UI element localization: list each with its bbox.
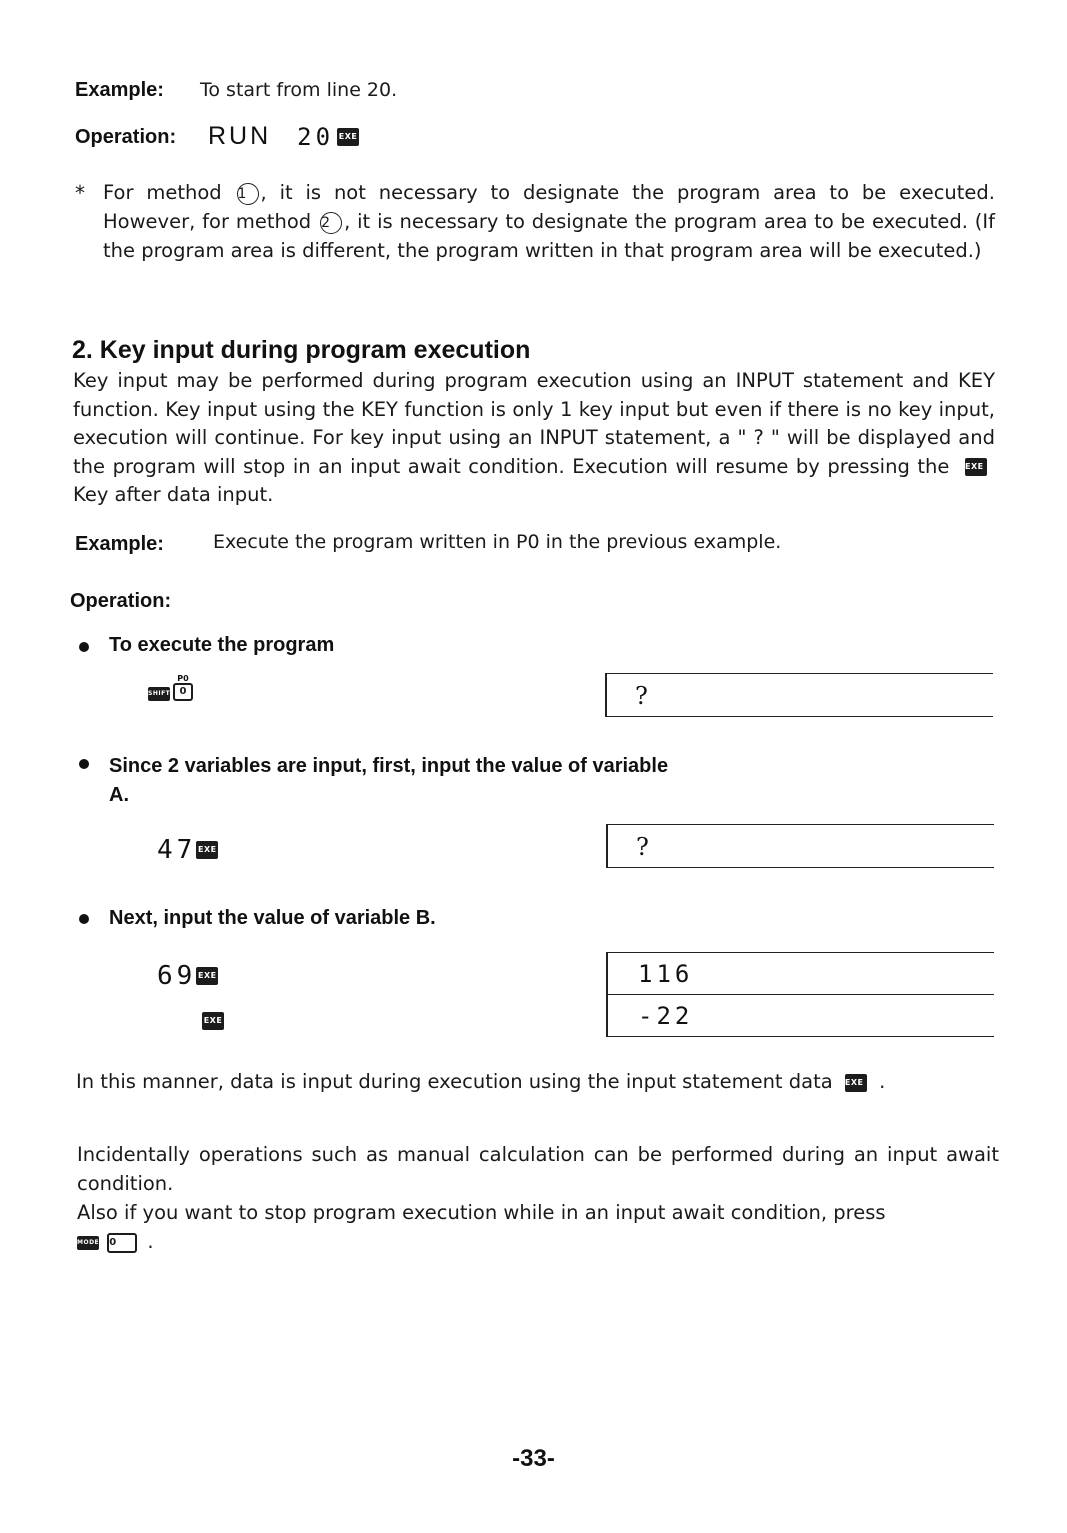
bullet-icon (79, 759, 89, 769)
step-keys (157, 835, 218, 865)
example-text: Execute the program written in P0 in the previous example. (213, 531, 782, 553)
closing-text: In this manner, data is input during execution using the input statement data (76, 1070, 833, 1093)
exe-key-icon: EXE (202, 1012, 224, 1030)
bullet-icon (79, 914, 89, 924)
closing-line (76, 1067, 996, 1096)
step-heading: Since 2 variables are input, first, input the value of variable A. (109, 755, 669, 806)
example-label: Example: (75, 533, 164, 555)
example-label: Example: (75, 79, 164, 101)
note-text-2: , it is not necessary to designate the program area to be executed. However, for method (103, 181, 995, 233)
operation-label: Operation: (70, 590, 172, 612)
display-text: ? (636, 833, 653, 861)
step-keys (157, 961, 218, 991)
zero-key-icon: 0 (107, 1233, 137, 1253)
display-text: -22 (638, 1002, 694, 1030)
exe-key-icon: EXE (196, 841, 218, 859)
bullet-icon (79, 642, 89, 652)
exe-key-icon: EXE (845, 1074, 867, 1092)
step-keys (148, 674, 193, 701)
example-text: To start from line 20. (200, 79, 398, 101)
note-text-3: , it is necessary to designate the program area to be executed. (If the program area is different, the program written in that program area will be executed.) (103, 210, 995, 262)
circled-one-icon: 1 (237, 183, 259, 205)
calculator-display (606, 995, 994, 1037)
section-title: 2. Key input during program execution (72, 336, 531, 364)
incidental-paragraph: Incidentally operations such as manual calculation can be performed during an input await condition. (77, 1143, 999, 1195)
step-heading: To execute the program (109, 634, 335, 656)
stop-text: Also if you want to stop program execution while in an input await condition, press (77, 1201, 886, 1224)
section-body-text-2: Key after data input. (73, 483, 274, 506)
shift-key-icon: SHIFT (148, 687, 170, 701)
note-text-1: For method (103, 181, 222, 204)
p0-key-label: P0 (177, 674, 189, 683)
stop-paragraph (77, 1198, 999, 1256)
display-text: ? (635, 682, 652, 710)
stop-end: . (147, 1230, 154, 1253)
closing-end: . (879, 1070, 886, 1093)
exe-key-icon: EXE (965, 458, 987, 476)
zero-key-icon: 0 (173, 683, 193, 701)
run-command: RUN (208, 122, 272, 150)
calculator-display (605, 673, 993, 717)
step-heading: Next, input the value of variable B. (109, 907, 436, 929)
page-number: -33- (512, 1445, 555, 1472)
mode-key-icon: MODE (77, 1236, 99, 1250)
note-paragraph (103, 178, 995, 265)
input-digits: 47 (157, 835, 197, 865)
line-number: 20 (297, 122, 335, 151)
operation-sequence (208, 122, 359, 151)
exe-key-icon: EXE (337, 128, 359, 146)
section-body (73, 367, 995, 510)
p0-key (173, 674, 193, 701)
input-digits: 69 (157, 961, 197, 991)
note-marker: * (75, 181, 85, 205)
circled-two-icon: 2 (320, 212, 342, 234)
display-text: 116 (638, 960, 694, 988)
section-body-text-1: Key input may be performed during program execution using an INPUT statement and KEY function. Key input using the KEY function is only 1 key input but even if there is no key input, execution will continue. For key input using an INPUT statement, a " ? " will be displayed and the program will stop in an input await condition. Execution will resume by pressing the (73, 369, 995, 478)
calculator-display (606, 952, 994, 995)
operation-label: Operation: (75, 126, 177, 148)
step-keys-second (202, 1010, 224, 1030)
calculator-display (606, 824, 994, 868)
exe-key-icon: EXE (196, 967, 218, 985)
